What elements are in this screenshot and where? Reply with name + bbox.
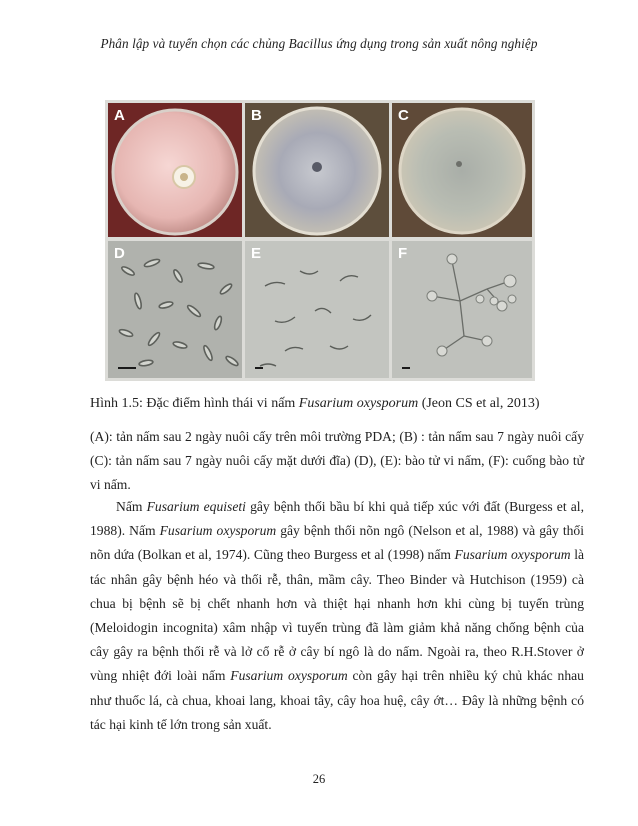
page-number: 26 [312, 772, 326, 786]
species-fusarium-oxysporum-2: Fusarium oxysporum [454, 547, 571, 563]
micrograph-f-image [392, 241, 532, 378]
scale-bar-d [118, 367, 136, 369]
panel-c-petri-dish [392, 103, 532, 237]
petri-dish-b-image [245, 103, 389, 237]
scale-bar-f [402, 367, 410, 369]
body-text-1: Nấm [116, 499, 147, 514]
petri-dish-a-image [108, 103, 242, 237]
panel-a-petri-dish [108, 103, 242, 237]
panel-f-micrograph [392, 241, 532, 378]
running-header: Phân lập và tuyển chọn các chủng Bacillus ứng dụng trong sản xuất nông nghiệp [100, 36, 538, 51]
caption-prefix: Hình 1.5: Đặc điểm hình thái vi nấm [90, 396, 299, 411]
figure-description: (A): tản nấm sau 2 ngày nuôi cấy trên môi trường PDA; (B) : tản nấm sau 7 ngày nuôi cấy (C): tản nấm sau 7 ngày nuôi cấy mặt dưới đĩa) (D), (E): bào tử vi nấm, (F): cuống bào tử vi nấm. [90, 429, 584, 492]
panel-label-f: F [398, 245, 408, 262]
caption-suffix: (Jeon CS et al, 2013) [418, 396, 540, 411]
body-text-4: là tác nhân gây bệnh héo và thối rễ, thân, mầm cây. Theo Binder và Hutchison (1959) cà chua bị bệnh sẽ bị chết nhanh hơn và thiệt hại nhanh hơn khi cùng bị tuyến trùng (Meloidogin incognita) xâm nhập vì tuyến trùng đã làm giảm khả năng chống bệnh của cây gây ra bệnh thối rễ và lở cổ rễ ở cây bí ngô là do nấm. Ngoài ra, theo R.H.Stover ở vùng nhiệt đới loài nấm [90, 547, 584, 684]
species-fusarium-oxysporum-1: Fusarium oxysporum [159, 523, 277, 539]
panel-label-a: A [114, 107, 125, 124]
panel-d-micrograph [108, 241, 242, 378]
body-text-3: gây bệnh thối nõn ngô (Nelson et al, 1988) và gây thối nõn dứa (Bolkan et al, 1974). Cũng theo Burgess et al (1998) nấm [90, 523, 585, 563]
petri-dish-c-image [392, 103, 532, 237]
panel-label-d: D [114, 245, 125, 262]
panel-label-b: B [251, 107, 262, 124]
micrograph-d-image [108, 241, 242, 378]
panel-label-c: C [398, 107, 409, 124]
figure-fusarium-morphology [105, 100, 535, 381]
micrograph-e-image [245, 241, 389, 378]
panel-e-micrograph [245, 241, 389, 378]
body-paragraph [90, 495, 584, 737]
figure-caption [90, 396, 590, 412]
panel-label-e: E [251, 245, 262, 262]
scale-bar-e [255, 367, 263, 369]
body-text-2: gây bệnh thối bầu bí khi quả tiếp xúc với đất (Burgess et al, 1988). Nấm [90, 499, 584, 539]
species-fusarium-equiseti: Fusarium equiseti [146, 499, 246, 514]
body-text-5: còn gây hại trên nhiều ký chủ khác nhau như thuốc lá, cà chua, khoai lang, khoai tây, cây hoa huệ, cây ớt… Đây là những bệnh có tác hại kinh tế lớn trong sản xuất. [90, 668, 584, 732]
panel-b-petri-dish [245, 103, 389, 237]
species-fusarium-oxysporum-3: Fusarium oxysporum [230, 668, 348, 684]
caption-species: Fusarium oxysporum [298, 396, 419, 411]
